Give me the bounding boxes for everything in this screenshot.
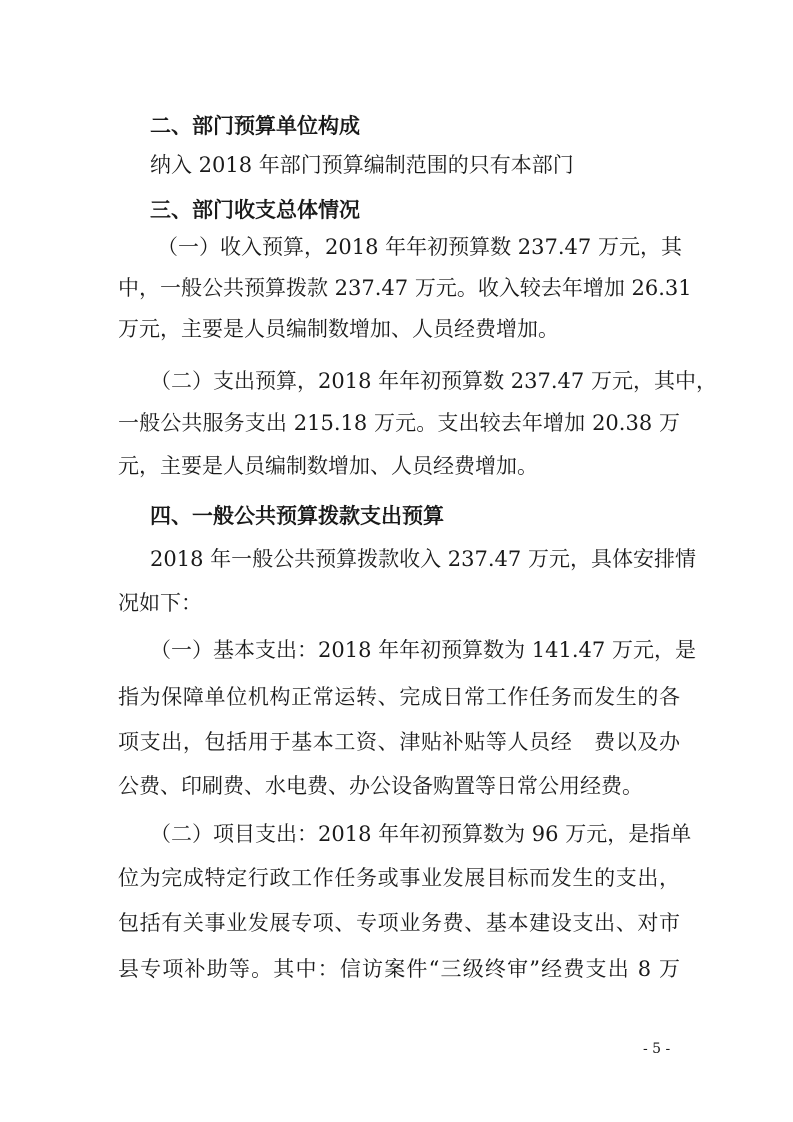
paragraph-line: 公费、印刷费、水电费、办公设备购置等日常公用经费。: [118, 774, 643, 798]
paragraph-line: 万元，主要是人员编制数增加、人员经费增加。: [118, 317, 559, 341]
paragraph-line: 元，主要是人员编制数增加、人员经费增加。: [118, 454, 538, 478]
paragraph-line: （一）基本支出：2018 年年初预算数为 141.47 万元，是: [150, 638, 696, 662]
paragraph-line: 县专项补助等。其中：信访案件“三级终审”经费支出 8 万: [118, 957, 680, 981]
paragraph-line: 况如下：: [118, 591, 202, 615]
paragraph-line: 纳入 2018 年部门预算编制范围的只有本部门: [150, 153, 574, 177]
paragraph-line: 项支出，包括用于基本工资、津贴补贴等人员经 费以及办: [118, 730, 680, 754]
paragraph-line: （二）项目支出：2018 年年初预算数为 96 万元，是指单: [150, 822, 692, 846]
section-heading-4: 四、一般公共预算拨款支出预算: [150, 504, 444, 528]
page-number: - 5 -: [643, 1041, 671, 1057]
paragraph-line: 中，一般公共预算拨款 237.47 万元。收入较去年增加 26.31: [118, 276, 692, 300]
paragraph-line: 2018 年一般公共预算拨款收入 237.47 万元，具体安排情: [150, 547, 696, 571]
section-heading-3: 三、部门收支总体情况: [150, 198, 360, 222]
paragraph-line: 一般公共服务支出 215.18 万元。支出较去年增加 20.38 万: [118, 411, 680, 435]
paragraph-line: 位为完成特定行政工作任务或事业发展目标而发生的支出，: [118, 866, 680, 890]
paragraph-line: 指为保障单位机构正常运转、完成日常工作任务而发生的各: [118, 685, 680, 709]
paragraph-line: （一）收入预算，2018 年年初预算数 237.47 万元，其: [157, 235, 682, 259]
paragraph-line: （二）支出预算，2018 年年初预算数 237.47 万元，其中，: [150, 369, 717, 393]
section-heading-2: 二、部门预算单位构成: [150, 114, 360, 138]
paragraph-line: 包括有关事业发展专项、专项业务费、基本建设支出、对市: [118, 911, 680, 935]
